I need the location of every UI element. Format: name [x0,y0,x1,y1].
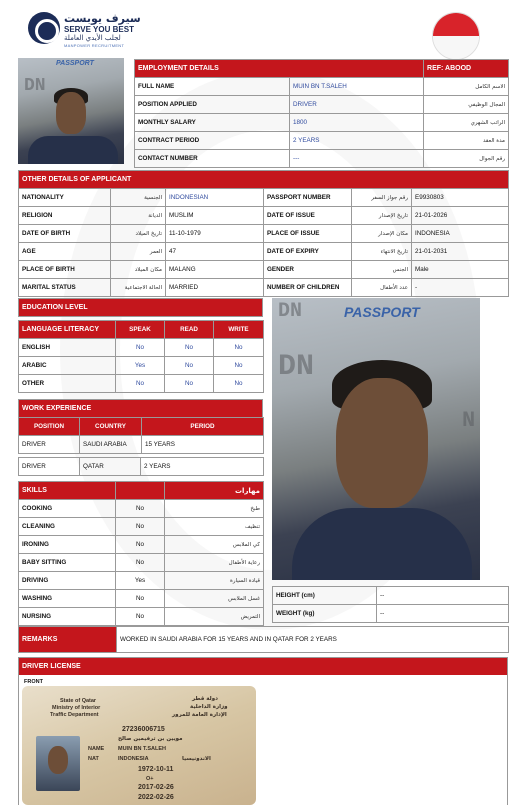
education-title: EDUCATION LEVEL [19,299,262,316]
table-row: WEIGHT (kg) -- [273,605,509,623]
remarks-label: REMARKS [19,627,117,653]
logo-arabic-name: سيرف يوبست [64,12,141,25]
table-row: CONTRACT PERIOD 2 YEARS مدة العقد [135,132,509,150]
table-row: PLACE OF BIRTH مكان الميلاد MALANG GENDER الجنس Male [19,261,509,279]
applicant-photo-large [272,298,480,580]
photo-passport-text: PASSPORT [344,304,420,320]
photo-dn-text-2: DN [278,350,315,384]
table-row: CONTACT NUMBER --- رقم الجوال [135,150,509,168]
education-level-section [18,298,263,317]
table-row: MARITAL STATUS الحالة الاجتماعية MARRIED NUMBER OF CHILDREN عدد الأطفال - [19,279,509,297]
work-experience-table-2 [18,457,264,476]
employment-details-table [134,59,509,168]
photo-dn-text: DN [278,300,303,323]
table-row: COOKING No طبخ [19,500,264,518]
company-logo [28,12,168,52]
table-row: NATIONALITY الجنسية INDONESIAN PASSPORT NUMBER رقم جواز السفر E9930803 [19,189,509,207]
license-card-image: State of Qatar Ministry of Interior Traffic Department دولة قطر وزارة الداخلية الإدارة العامة للمرور 27236006715 مويين بن ترفيمين صالح NAME MUIN BN T.SALEH NAT INDONESIA الاندونيسيا 1972-10-11 O+ 2017-02-26 2022-02-26 [22,686,256,805]
front-label: FRONT [24,679,43,685]
table-row: FULL NAME MUIN BN T.SALEH الاسم الكامل [135,78,509,96]
physical-table [272,586,509,623]
skills-table [18,481,264,626]
logo-arabic-sub: لجلب الأيدي العاملة [64,34,121,42]
other-details-table [18,170,509,297]
table-row: CLEANING No تنظيف [19,518,264,536]
employment-title: EMPLOYMENT DETAILS [135,60,424,78]
work-experience-section [18,399,263,418]
table-row: NURSING No التمريض [19,608,264,626]
table-row: ARABIC Yes No No [19,357,264,375]
table-row: OTHER No No No [19,375,264,393]
table-row: POSITION APPLIED DRIVER المجال الوظيفي [135,96,509,114]
table-row: BABY SITTING No رعاية الأطفال [19,554,264,572]
table-row: IRONING No كي الملابس [19,536,264,554]
photo-dn-text: DN [24,76,46,96]
photo-passport-text: PASSPORT [56,60,94,67]
logo-tagline: MANPOWER RECRUITMENT [64,43,125,48]
remarks-table [18,626,509,653]
indonesia-flag-icon [432,12,480,60]
table-row: RELIGION الديانة MUSLIM DATE OF ISSUE تاريخ الإصدار 21-01-2026 [19,207,509,225]
table-row: ENGLISH No No No [19,339,264,357]
table-row: DATE OF BIRTH تاريخ الميلاد 11-10-1979 PLACE OF ISSUE مكان الإصدار INDONESIA [19,225,509,243]
logo-english-name: SERVE YOU BEST [64,25,134,34]
work-experience-table: POSITION COUNTRY PERIOD DRIVER SAUDI ARABIA 15 YEARS [18,417,264,454]
skills-title-ar: مهارات [165,482,264,500]
skills-title: SKILLS [19,482,116,500]
photo-n-text: N [462,408,476,433]
work-experience-title: WORK EXPERIENCE [19,400,262,417]
table-row: WASHING No غسل الملابس [19,590,264,608]
table-row: MONTHLY SALARY 1800 الراتب الشهري [135,114,509,132]
applicant-photo-small [18,58,124,164]
table-row: HEIGHT (cm) -- [273,587,509,605]
other-details-title: OTHER DETAILS OF APPLICANT [19,171,509,189]
driver-license-title: DRIVER LICENSE [19,658,507,675]
table-row: DRIVER QATAR 2 YEARS [19,458,264,476]
remarks-value: WORKED IN SAUDI ARABIA FOR 15 YEARS AND IN QATAR FOR 2 YEARS [117,627,509,653]
table-row: DRIVER SAUDI ARABIA 15 YEARS [19,436,264,454]
license-photo [36,736,80,791]
logo-icon [28,12,60,44]
table-row: AGE العمر 47 DATE OF EXPIRY تاريخ الانتهاء 21-01-2031 [19,243,509,261]
language-literacy-table: LANGUAGE LITERACY SPEAK READ WRITE ENGLISH No No No ARABIC Yes No No OTHER No No No [18,320,264,393]
table-row: DRIVING Yes قيادة السيارة [19,572,264,590]
ref-label: REF: ABOOD [424,60,509,78]
